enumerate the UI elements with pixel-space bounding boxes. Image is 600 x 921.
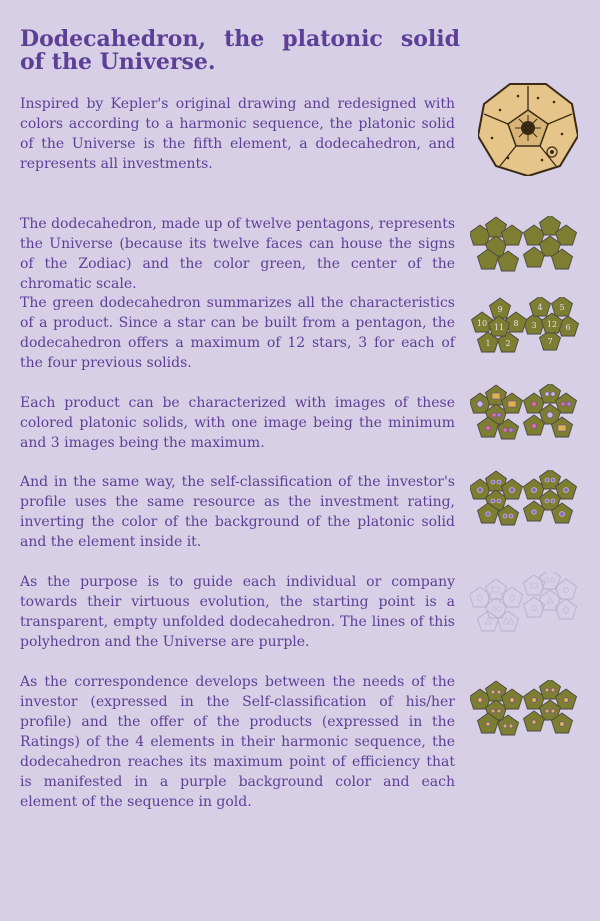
face-number-12: 12 bbox=[546, 320, 558, 329]
face-number-11: 11 bbox=[493, 323, 505, 332]
investor-profile-dodecahedron bbox=[470, 470, 580, 530]
face-number-8: 8 bbox=[513, 319, 519, 328]
paragraph-starting-point: As the purpose is to guide each individual or company towards their virtuous evolution, the starting point is a transparent, empty unfolded dodecahedron. The lines of this polyhedron and the Universe are purple. bbox=[20, 574, 455, 650]
transparent-empty-dodecahedron bbox=[470, 572, 580, 632]
face-number-7: 7 bbox=[547, 337, 553, 346]
face-number-4: 4 bbox=[537, 303, 543, 312]
maximum-efficiency-dodecahedron bbox=[470, 680, 580, 740]
paragraph-self-classification: And in the same way, the self-classification of the investor's profile uses the same resource as the investment rating, inverting the color of the background of the platonic solid and the element inside it. bbox=[20, 474, 455, 550]
face-number-1: 1 bbox=[485, 339, 491, 348]
face-number-9: 9 bbox=[497, 305, 503, 314]
face-number-3: 3 bbox=[531, 321, 537, 330]
paragraph-twelve-pentagons: The dodecahedron, made up of twelve pentagons, represents the Universe (because its twelve faces can house the signs of the Zodiac) and the color green, the center of the chromatic scale. bbox=[20, 216, 455, 292]
numbered-dodecahedron-net bbox=[470, 297, 580, 357]
page-title: Dodecahedron, the platonic solid of the Universe. bbox=[20, 26, 460, 75]
face-number-6: 6 bbox=[565, 323, 571, 332]
paragraph-maximum-efficiency: As the correspondence develops between the needs of the investor (expressed in the Self-classification of his/her profile) and the offer of the products (expressed in the Ratings) of the 4 elements in their harmonic sequence, the dodecahedron reaches its maximum point of efficiency that is manifested in a purple background color and each element of the sequence in gold. bbox=[20, 674, 455, 810]
paragraph-product-images: Each product can be characterized with images of these colored platonic solids, with one image being the minimum and 3 images being the maximum. bbox=[20, 395, 455, 451]
paragraph-intro: Inspired by Kepler's original drawing and redesigned with colors according to a harmonic sequence, the platonic solid of the Universe is the fifth element, a dodecahedron, and represents all investments. bbox=[20, 96, 455, 172]
face-number-5: 5 bbox=[559, 303, 565, 312]
face-number-10: 10 bbox=[476, 319, 488, 328]
face-number-2: 2 bbox=[505, 339, 511, 348]
paragraph-green-dodecahedron: The green dodecahedron summarizes all the characteristics of a product. Since a star can be built from a pentagon, the dodecahedron offers a maximum of 12 stars, 3 for each of the four previous solids. bbox=[20, 295, 455, 371]
kepler-dodecahedron-illustration bbox=[478, 82, 578, 176]
product-rating-dodecahedron bbox=[470, 384, 580, 444]
green-dodecahedron-net bbox=[470, 216, 580, 276]
